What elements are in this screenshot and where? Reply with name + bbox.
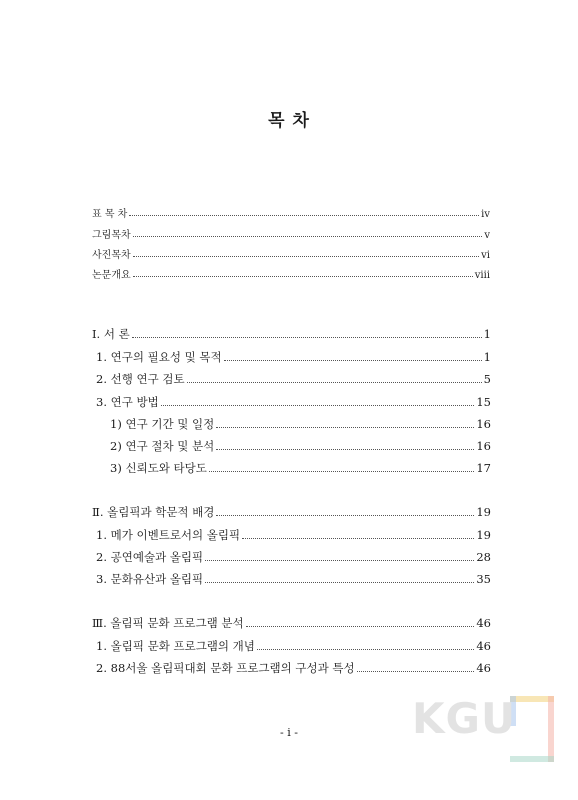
leader-dots (224, 360, 482, 361)
leader-dots (246, 626, 475, 627)
toc-entry-subsection-1-3-3[interactable] (110, 460, 491, 476)
toc-entry-section-2-2[interactable] (96, 549, 491, 565)
toc-entry-section-1-2[interactable] (96, 371, 491, 387)
toc-entry-label: 1) 연구 기간 및 일정 (110, 417, 215, 431)
toc-entry-chapter-2[interactable] (92, 504, 491, 520)
leader-dots (205, 560, 474, 561)
toc-entry-page: 28 (476, 550, 491, 564)
toc-entry-label: 2) 연구 절차 및 분석 (110, 439, 215, 453)
toc-entry-label: 3. 연구 방법 (96, 395, 159, 409)
toc-entry-label: 2. 88서울 올림픽대회 문화 프로그램의 구성과 특성 (96, 661, 355, 675)
toc-entry-page: 1 (483, 350, 491, 364)
toc-entry-label: 논문개요 (92, 270, 131, 281)
leader-dots (132, 337, 482, 338)
toc-entry-front-3[interactable] (92, 246, 490, 261)
toc-entry-label: Ⅲ. 올림픽 문화 프로그램 분석 (92, 616, 244, 630)
toc-entry-subsection-1-3-1[interactable] (110, 416, 491, 432)
toc-entry-page: 5 (483, 372, 491, 386)
toc-entry-label: 1. 연구의 필요성 및 목적 (96, 350, 222, 364)
watermark-text: KGU (412, 694, 517, 743)
toc-entry-page: 17 (476, 461, 491, 475)
toc-entry-section-2-1[interactable] (96, 527, 491, 543)
toc-entry-front-4[interactable] (92, 266, 490, 281)
leader-dots (187, 382, 482, 383)
toc-entry-label: 그림목차 (92, 230, 131, 241)
toc-entry-page: 46 (476, 661, 491, 675)
toc-entry-label: 2. 선행 연구 검토 (96, 372, 185, 386)
leader-dots (133, 256, 480, 257)
leader-dots (161, 405, 475, 406)
toc-entry-chapter-1[interactable] (92, 326, 491, 342)
toc-entry-label: Ⅱ. 올림픽과 학문적 배경 (92, 505, 215, 519)
toc-entry-page: ⅳ (481, 209, 490, 220)
toc-entry-page: 35 (476, 572, 491, 586)
toc-entry-chapter-3[interactable] (92, 615, 491, 631)
toc-entry-section-3-1[interactable] (96, 638, 491, 654)
toc-entry-page: 19 (476, 528, 491, 542)
leader-dots (133, 276, 473, 277)
toc-entry-label: 1. 메가 이벤트로서의 올림픽 (96, 528, 241, 542)
toc-entry-section-3-2[interactable] (96, 660, 491, 676)
leader-dots (133, 236, 483, 237)
toc-entry-page: 16 (476, 417, 491, 431)
leader-dots (357, 671, 475, 672)
toc-entry-label: 표 목 차 (92, 209, 128, 220)
toc-entry-label: 3) 신뢰도와 타당도 (110, 461, 207, 475)
toc-entry-front-1[interactable] (92, 205, 490, 220)
toc-entry-section-1-1[interactable] (96, 349, 491, 365)
toc-entry-page: 15 (476, 395, 491, 409)
toc-entry-page: 46 (476, 616, 491, 630)
toc-entry-section-2-3[interactable] (96, 571, 491, 587)
toc-entry-label: 3. 문화유산과 올림픽 (96, 572, 204, 586)
leader-dots (216, 515, 474, 516)
page-number: - i - (280, 726, 298, 739)
toc-entry-page: 16 (476, 439, 491, 453)
toc-entry-section-1-3[interactable] (96, 394, 491, 410)
leader-dots (216, 427, 474, 428)
leader-dots (242, 538, 474, 539)
toc-entry-front-2[interactable] (92, 226, 490, 241)
leader-dots (209, 471, 474, 472)
page-title: 목 차 (268, 111, 310, 131)
leader-dots (216, 449, 474, 450)
toc-entry-label: 사진목차 (92, 250, 131, 261)
leader-dots (129, 215, 479, 216)
toc-entry-page: 19 (476, 505, 491, 519)
toc-entry-page: 1 (483, 327, 491, 341)
toc-entry-label: 2. 공연예술과 올림픽 (96, 550, 204, 564)
toc-entry-label: Ⅰ. 서 론 (92, 327, 130, 341)
toc-entry-page: ⅵ (481, 250, 490, 261)
toc-entry-label: 1. 올림픽 문화 프로그램의 개념 (96, 639, 255, 653)
leader-dots (205, 582, 474, 583)
toc-entry-subsection-1-3-2[interactable] (110, 438, 491, 454)
leader-dots (257, 649, 474, 650)
toc-entry-page: ⅷ (474, 270, 490, 281)
toc-entry-page: ⅴ (484, 230, 490, 241)
toc-entry-page: 46 (476, 639, 491, 653)
